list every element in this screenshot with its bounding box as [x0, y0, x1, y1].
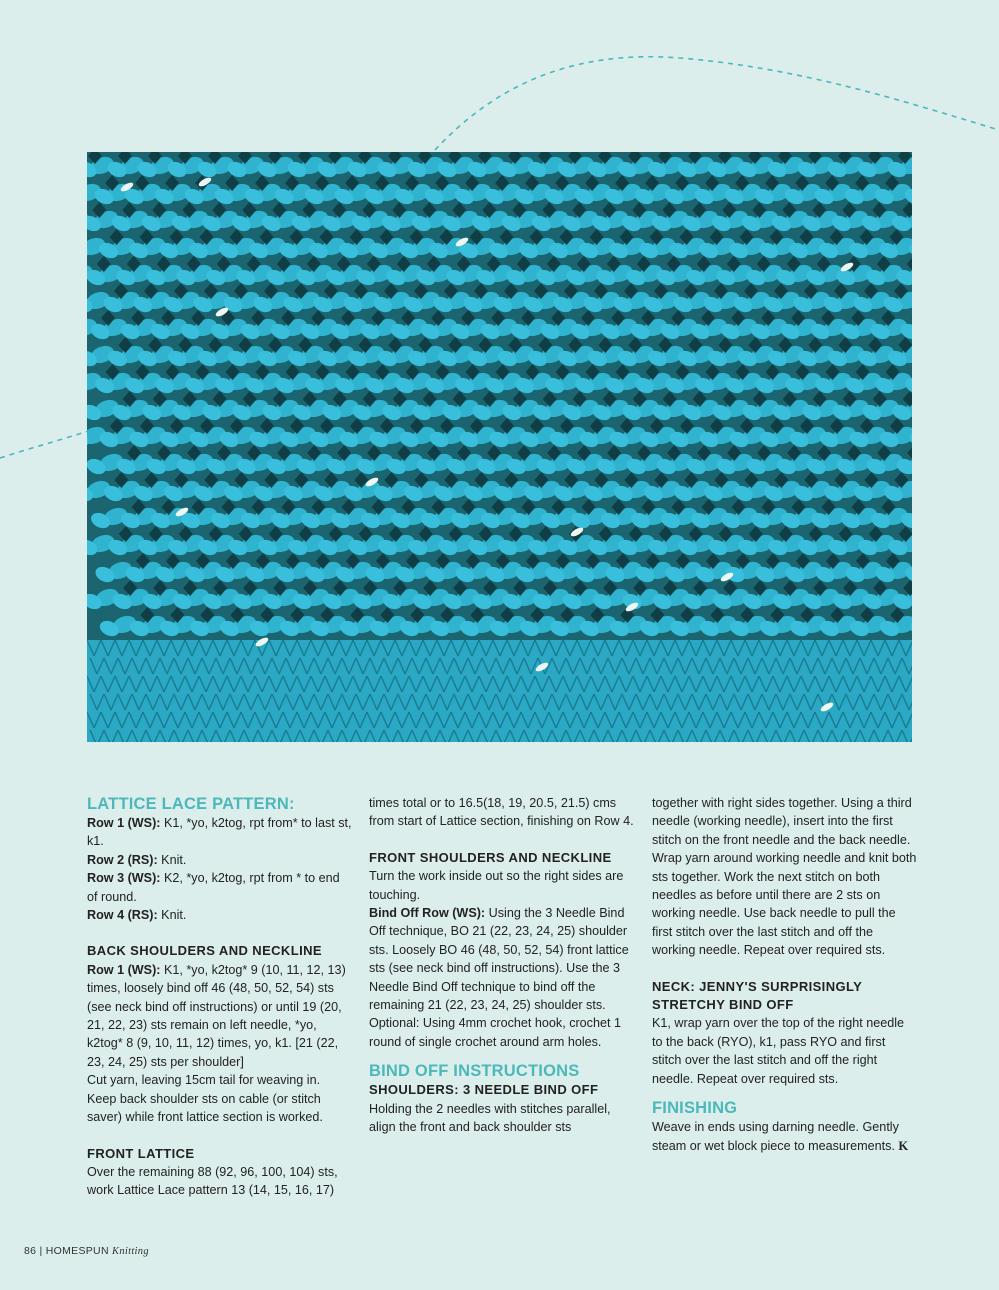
- column-2: [369, 794, 634, 1137]
- lattice-lace-swatch-photo: [87, 152, 912, 742]
- pattern-row-3: Row 3 (WS): K2, *yo, k2tog, rpt from * to end of round.: [87, 871, 340, 904]
- front-shoulders-heading: FRONT SHOULDERS AND NECKLINE: [369, 849, 612, 865]
- neck-bind-off-paragraph: K1, wrap yarn over the top of the right needle to the back (RYO), k1, pass RYO and first stitch over the last stitch and off the right needle. Repeat over required sts.: [652, 1016, 905, 1086]
- column-3: [652, 794, 917, 1155]
- page-number: 86: [24, 1245, 37, 1257]
- back-shoulders-heading: BACK SHOULDERS AND NECKLINE: [87, 943, 322, 959]
- magazine-section: Knitting: [112, 1246, 149, 1257]
- optional-paragraph: Optional: Using 4mm crochet hook, crochet 1 round of single crochet around arm holes.: [369, 1016, 621, 1049]
- finishing-heading: FINISHING: [652, 1099, 738, 1118]
- front-lattice-heading: FRONT LATTICE: [87, 1145, 195, 1161]
- pattern-row-4: Row 4 (RS): Knit.: [87, 908, 187, 923]
- footer-separator: |: [39, 1245, 43, 1257]
- end-mark-logo: K: [898, 1138, 909, 1153]
- pattern-row-1: Row 1 (WS): K1, *yo, k2tog, rpt from* to last st, k1.: [87, 816, 352, 849]
- back-paragraph: Cut yarn, leaving 15cm tail for weaving in. Keep back shoulder sts on cable (or stitch saver) while front lattice section is worked.: [87, 1073, 323, 1125]
- three-needle-continued: together with right sides together. Using a third needle (working needle), insert into the first stitch on the front needle and the back needle. Wrap yarn around working needle and knit both sts together. Work the next stitch on both needles as before until there are 2 sts on working needle. Use back needle to pull the first stitch over the last stitch and off the working needle. Repeat over required sts.: [652, 796, 917, 958]
- neck-bind-off-heading: NECK: JENNY'S SURPRISINGLY STRETCHY BIND OFF: [652, 978, 862, 1013]
- bind-off-instructions-heading: BIND OFF INSTRUCTIONS: [369, 1062, 580, 1081]
- three-needle-paragraph: Holding the 2 needles with stitches parallel, align the front and back shoulder sts: [369, 1101, 611, 1135]
- bind-off-row: Bind Off Row (WS): Using the 3 Needle Bind Off technique, BO 21 (22, 23, 24, 25) shoulder sts. Loosely BO 46 (48, 50, 52, 54) front lattice sts (see neck bind off instructions). Use the 3 Needle Bind Off technique to bind off the remaining 21 (22, 23, 24, 25) shoulder sts.: [369, 906, 629, 1013]
- pattern-row-2: Row 2 (RS): Knit.: [87, 852, 187, 867]
- finishing-paragraph: Weave in ends using darning needle. Gently steam or wet block piece to measurements. K: [652, 1120, 909, 1153]
- front-lattice-continued: times total or to 16.5(18, 19, 20.5, 21.5) cms from start of Lattice section, finishing on Row 4.: [369, 796, 634, 829]
- back-row-1: Row 1 (WS): K1, *yo, k2tog* 9 (10, 11, 12, 13) times, loosely bind off 46 (48, 50, 52, 54) sts (see neck bind off instructions) or until 19 (20, 21, 22, 23) sts remain on left needle, *yo, k2tog* 8 (9, 10, 11, 12) times, yo, k1. [21 (22, 23, 24, 25) sts per shoulder]: [87, 962, 346, 1069]
- lattice-rows: [87, 814, 352, 924]
- column-1: [87, 794, 352, 1200]
- lattice-lace-heading: LATTICE LACE PATTERN:: [87, 795, 295, 813]
- front-lattice-paragraph: Over the remaining 88 (92, 96, 100, 104) sts, work Lattice Lace pattern 13 (14, 15, 16, 17): [87, 1164, 338, 1198]
- magazine-name: HOMESPUN: [45, 1245, 109, 1257]
- page-footer: [24, 1245, 149, 1257]
- three-needle-bind-off-subheading: SHOULDERS: 3 NEEDLE BIND OFF: [369, 1082, 599, 1098]
- front-shoulders-paragraph: Turn the work inside out so the right sides are touching.: [369, 869, 624, 902]
